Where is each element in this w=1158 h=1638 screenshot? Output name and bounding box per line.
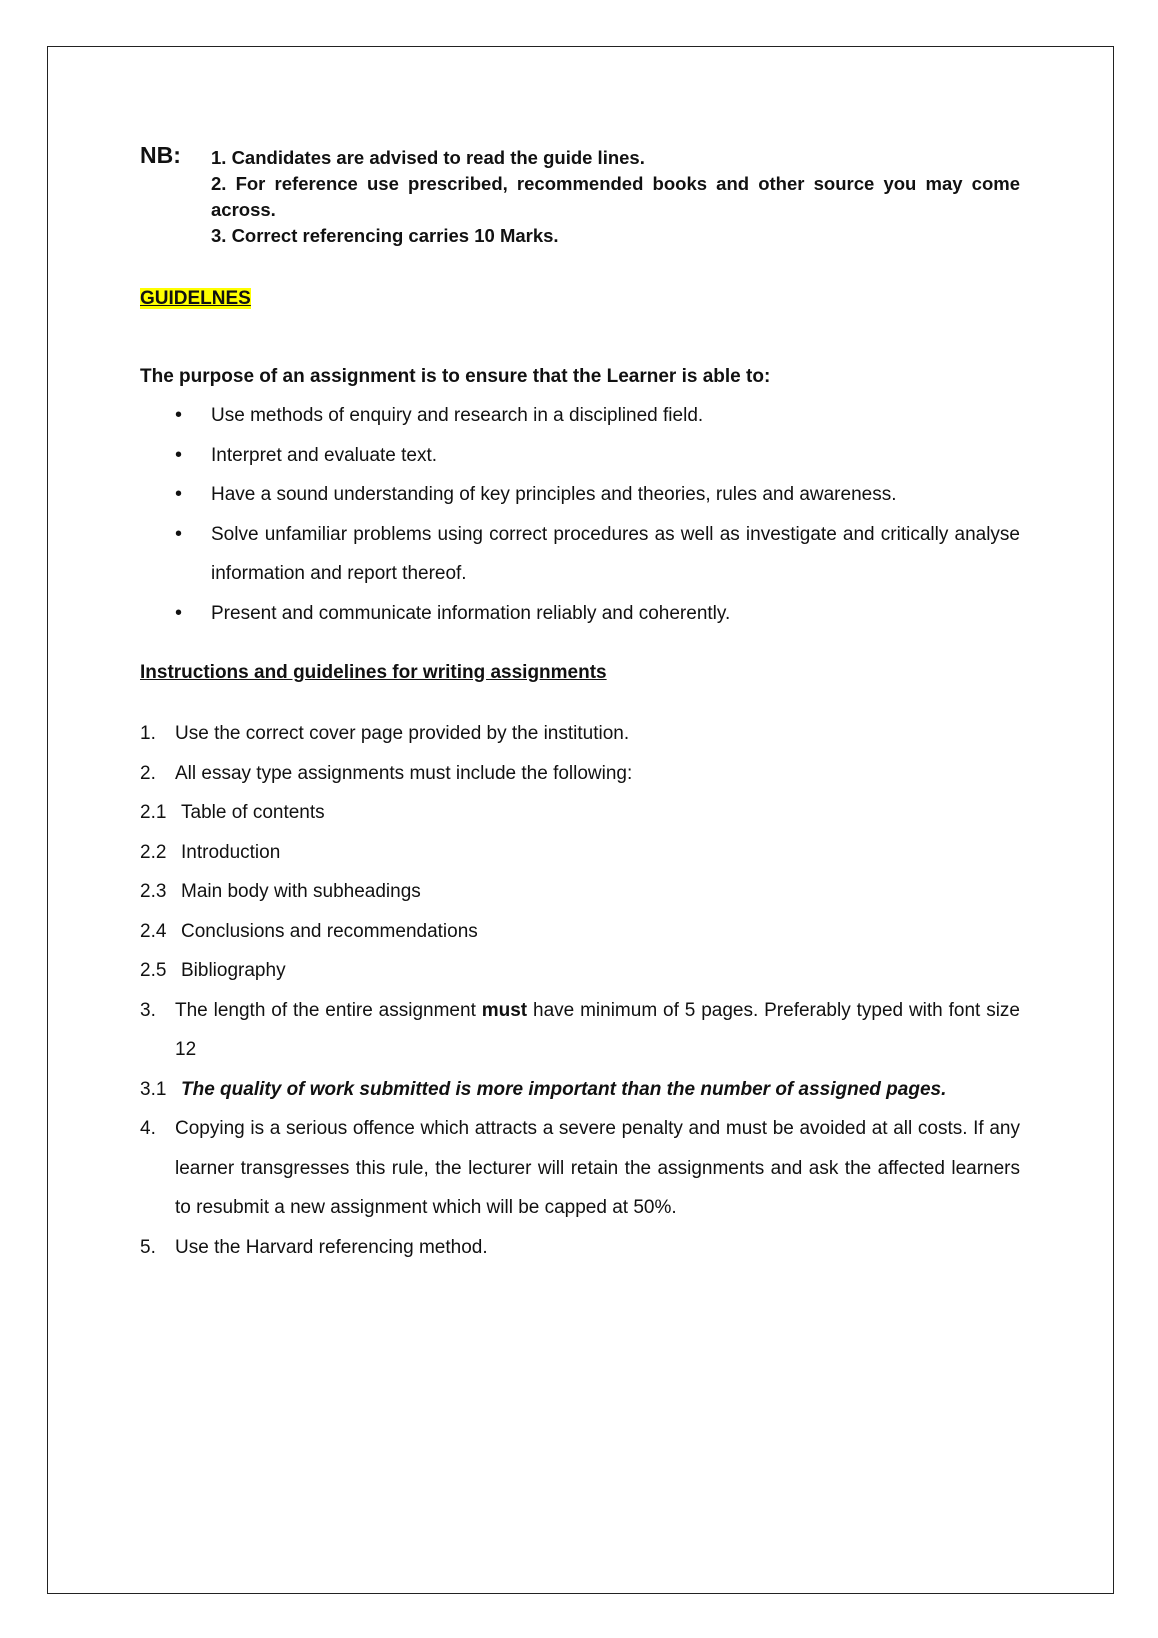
item-number: 2.1: [140, 802, 167, 823]
list-item: [140, 436, 1020, 476]
nb-item: 2. For reference use prescribed, recommended books and other source you may come: [211, 173, 1020, 194]
instruction-item: [140, 714, 1020, 754]
item-text-emphasis: The quality of work submitted is more important than the number of assigned pages.: [181, 1078, 947, 1100]
list-item: [140, 515, 1020, 594]
nb-item: across.: [211, 199, 276, 220]
item-text: Table of contents: [181, 802, 325, 823]
purpose-statement: The purpose of an assignment is to ensure that the Learner is able to:: [140, 366, 771, 387]
item-number: 2.2: [140, 841, 167, 863]
bullet-icon: •: [175, 443, 183, 466]
item-text: The length of the entire assignment: [175, 999, 482, 1021]
item-number: 3.1: [140, 1078, 167, 1100]
guidelines-heading-text: GUIDELNES: [140, 288, 251, 309]
list-item-text: Interpret and evaluate text.: [211, 444, 438, 466]
item-text: Use the correct cover page provided by the institution.: [175, 723, 630, 744]
item-text: Main body with subheadings: [181, 881, 421, 902]
item-number: 1.: [140, 723, 156, 744]
bullet-icon: •: [175, 483, 183, 505]
instruction-subitem: [140, 793, 1020, 833]
list-item: [140, 475, 1020, 515]
instruction-subitem: [140, 912, 1020, 952]
item-number: 2.: [140, 762, 156, 784]
item-number: 5.: [140, 1236, 156, 1258]
item-text: Copying is a serious offence which attracts a severe penalty and must be avoided at all costs. If any learner transgresses this rule, the lecturer will retain the assignments and ask the affected learners to resubmit a new assignment which will be capped at 50%.: [175, 1118, 1020, 1218]
item-text: have minimum of 5 pages. Preferably typed with font size 12: [175, 999, 1020, 1060]
item-number: 4.: [140, 1118, 156, 1139]
list-item-text: Solve unfamiliar problems using correct procedures as well as investigate and critically analyse information and report thereof.: [211, 523, 1020, 584]
instruction-subitem: [140, 833, 1020, 873]
instruction-subitem: [140, 872, 1020, 912]
instruction-item: [140, 1228, 1020, 1268]
instructions-heading: Instructions and guidelines for writing assignments: [140, 662, 607, 683]
item-text: Bibliography: [181, 960, 286, 981]
item-number: 2.3: [140, 881, 167, 902]
document-body: [140, 140, 1020, 1267]
list-item-text: Have a sound understanding of key principles and theories, rules and awareness.: [211, 484, 897, 505]
emphasis-must: must: [481, 999, 528, 1021]
instruction-item: [140, 1109, 1020, 1228]
item-number: 2.4: [140, 920, 167, 942]
instruction-subitem: [140, 951, 1020, 991]
instruction-item: [140, 991, 1020, 1070]
nb-item: 1. Candidates are advised to read the guide lines.: [211, 147, 645, 168]
nb-notice: [140, 140, 1020, 249]
item-text: Introduction: [181, 841, 281, 863]
nb-item: 3. Correct referencing carries 10 Marks.: [211, 225, 559, 246]
instruction-item: [140, 754, 1020, 794]
learner-abilities-list: [140, 396, 1020, 633]
nb-label: NB:: [140, 142, 181, 168]
instruction-subitem: [140, 1070, 1020, 1110]
list-item: [140, 396, 1020, 436]
bullet-icon: •: [175, 601, 183, 624]
item-text: Use the Harvard referencing method.: [175, 1236, 488, 1258]
item-text: Conclusions and recommendations: [181, 920, 478, 942]
bullet-icon: •: [175, 404, 183, 426]
instructions-list: [140, 714, 1020, 1267]
list-item: [140, 594, 1020, 634]
item-number: 2.5: [140, 960, 167, 981]
bullet-icon: •: [175, 522, 183, 545]
list-item-text: Use methods of enquiry and research in a disciplined field.: [211, 405, 704, 426]
guidelines-heading: [140, 286, 1020, 312]
item-text: All essay type assignments must include the following:: [175, 762, 633, 784]
item-number: 3.: [140, 999, 156, 1021]
nb-items: [211, 140, 1020, 249]
list-item-text: Present and communicate information reliably and coherently.: [211, 602, 731, 624]
